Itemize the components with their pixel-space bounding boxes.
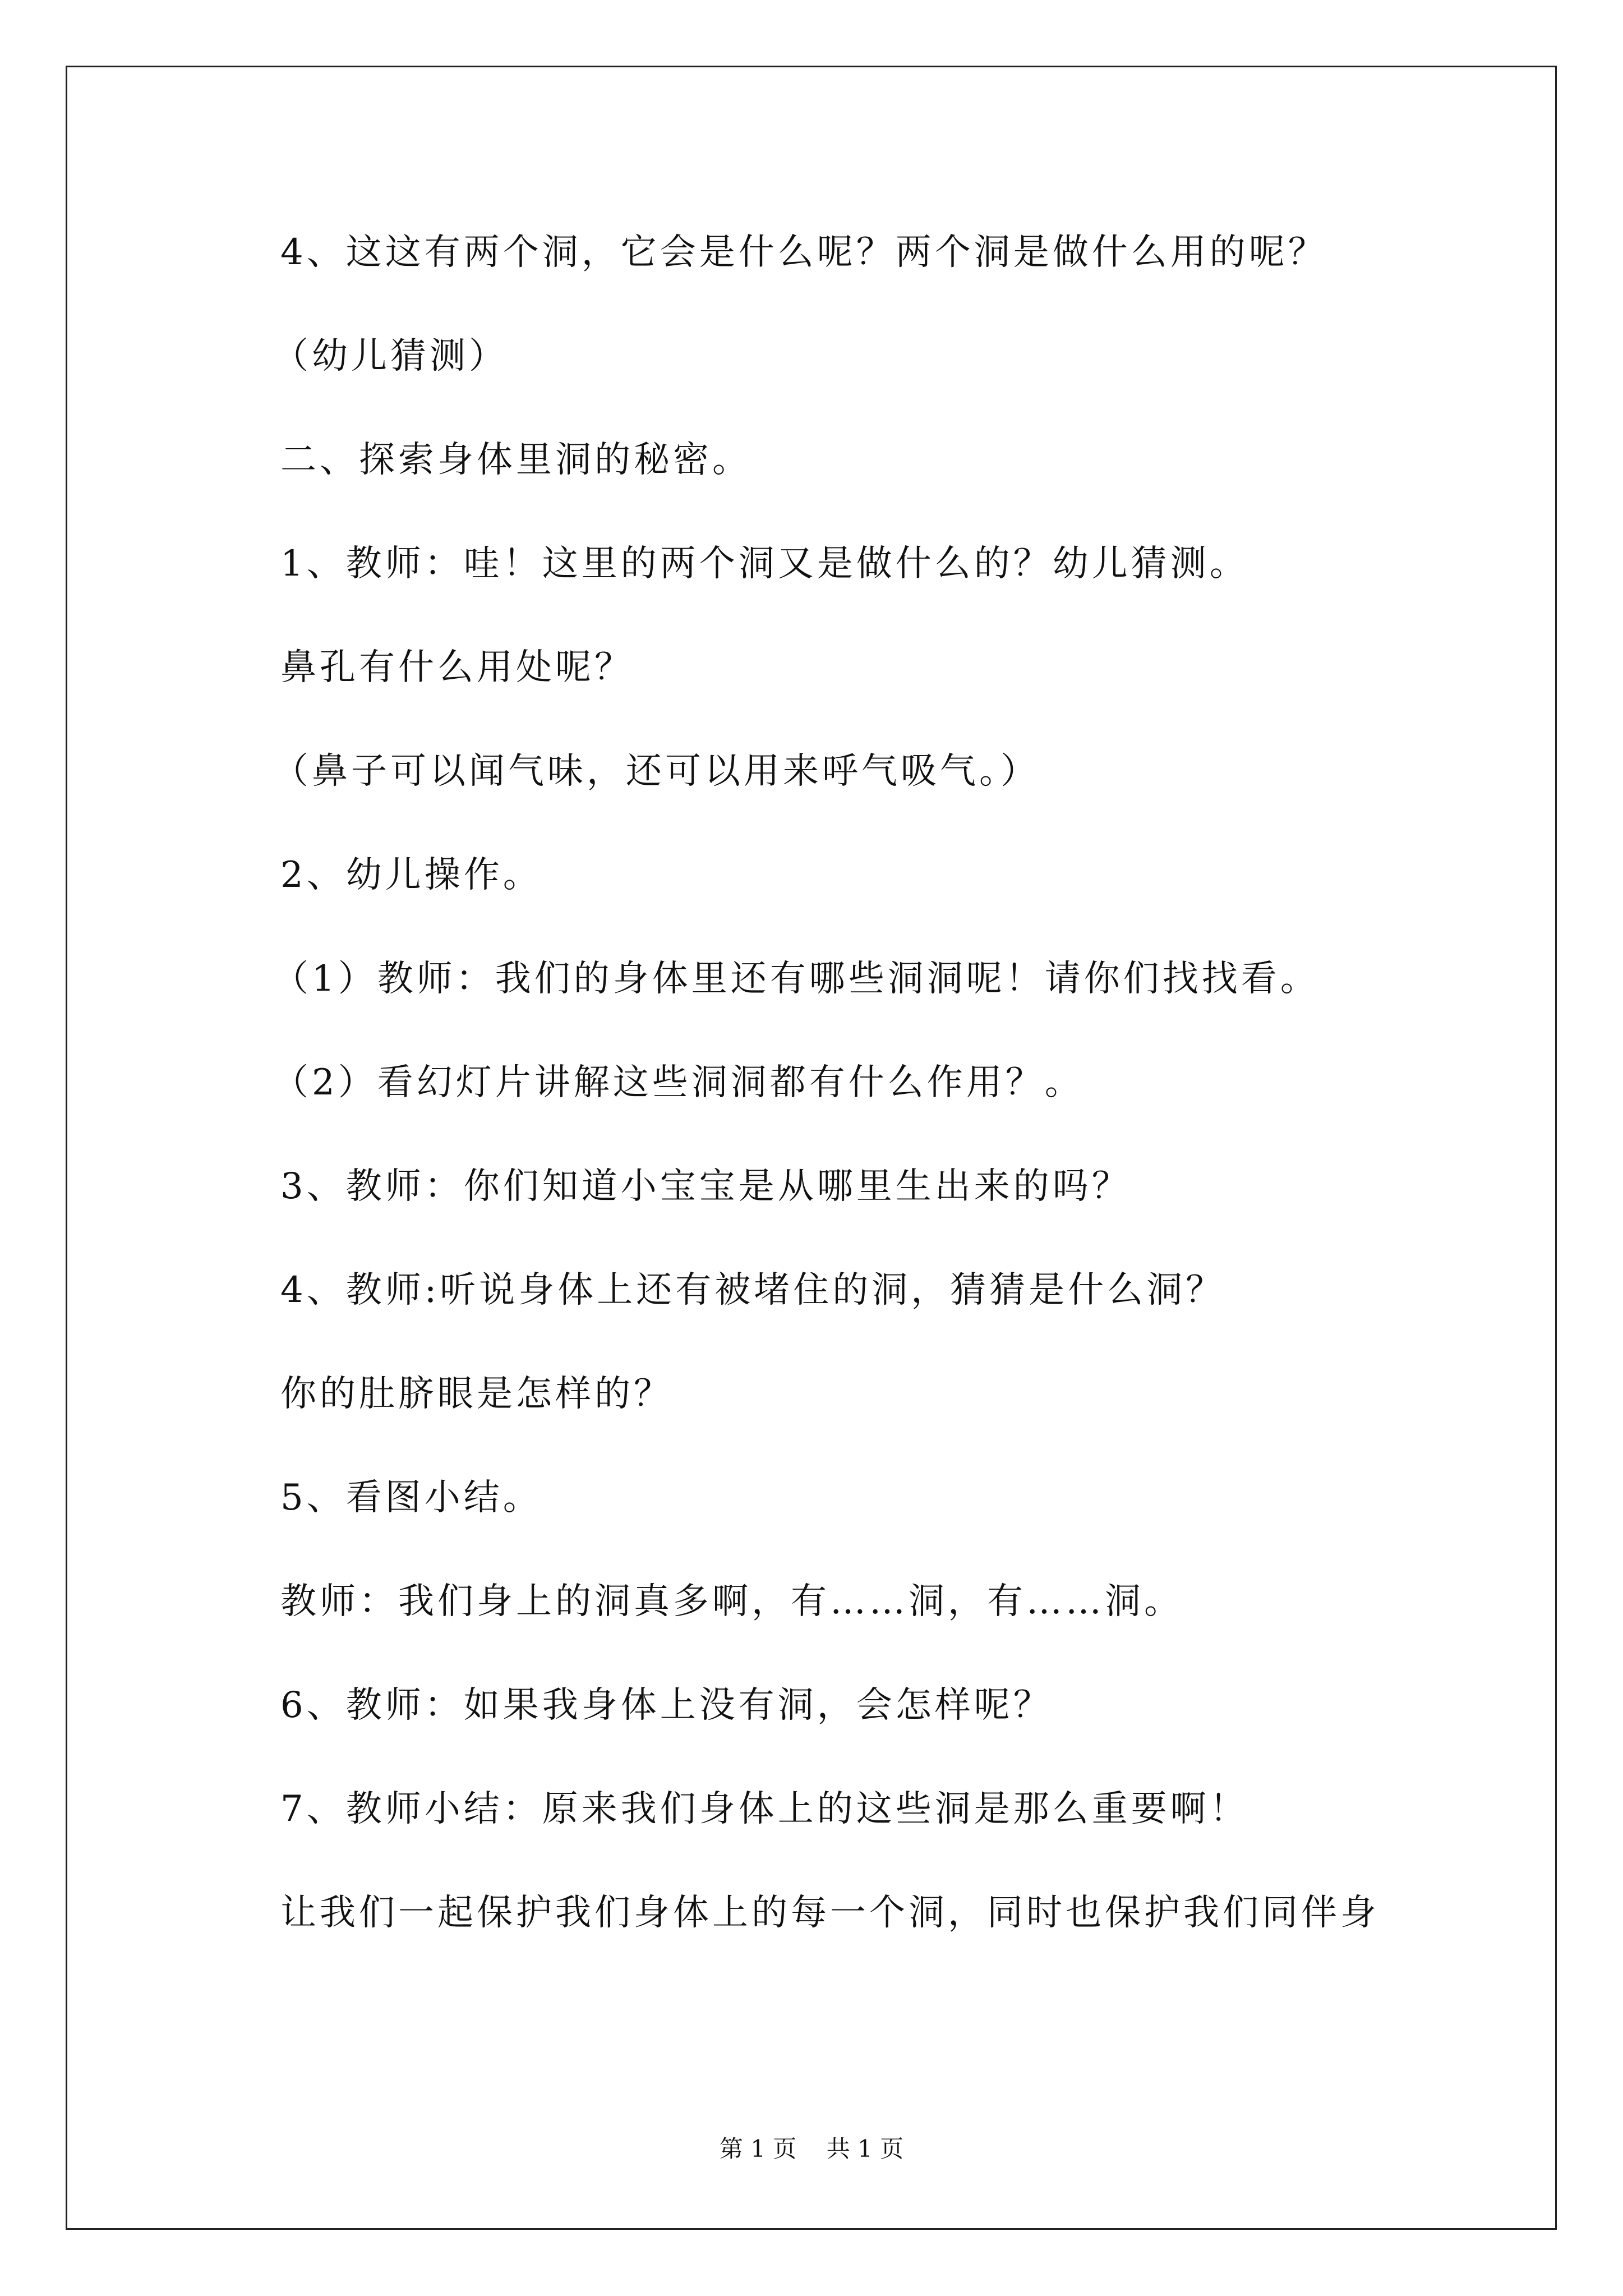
page-number-footer: 第 1 页 共 1 页 <box>719 2135 904 2162</box>
text-line: 1、教师：哇！这里的两个洞又是做什么的？幼儿猜测。 <box>280 543 1249 585</box>
text-line: 教师：我们身上的洞真多啊，有……洞，有……洞。 <box>280 1581 1183 1622</box>
text-line: 鼻孔有什么用处呢？ <box>280 647 634 688</box>
text-line: 4、这这有两个洞，它会是什么呢？两个洞是做什么用的呢？ <box>280 232 1327 273</box>
text-line: 2、幼儿操作。 <box>280 854 542 896</box>
text-line: 6、教师：如果我身体上没有洞，会怎样呢？ <box>280 1685 1053 1726</box>
text-line: （鼻子可以闻气味，还可以用来呼气吸气。） <box>273 751 1040 792</box>
text-line: 7、教师小结：原来我们身体上的这些洞是那么重要啊！ <box>280 1788 1249 1830</box>
text-line: 让我们一起保护我们身体上的每一个洞，同时也保护我们同伴身 <box>280 1892 1380 1934</box>
text-line: （幼儿猜测） <box>273 335 508 377</box>
text-line: 你的肚脐眼是怎样的？ <box>280 1373 673 1415</box>
text-line: 4、教师:听说身体上还有被堵住的洞，猜猜是什么洞？ <box>280 1269 1225 1311</box>
text-line: 3、教师：你们知道小宝宝是从哪里生出来的吗？ <box>280 1166 1131 1207</box>
text-line: （2）看幻灯片讲解这些洞洞都有什么作用？。 <box>273 1062 1084 1103</box>
text-line: 5、看图小结。 <box>280 1477 542 1519</box>
text-line: 二、探索身体里洞的秘密。 <box>280 439 751 481</box>
text-line: （1）教师：我们的身体里还有哪些洞洞呢！请你们找找看。 <box>273 958 1320 1000</box>
